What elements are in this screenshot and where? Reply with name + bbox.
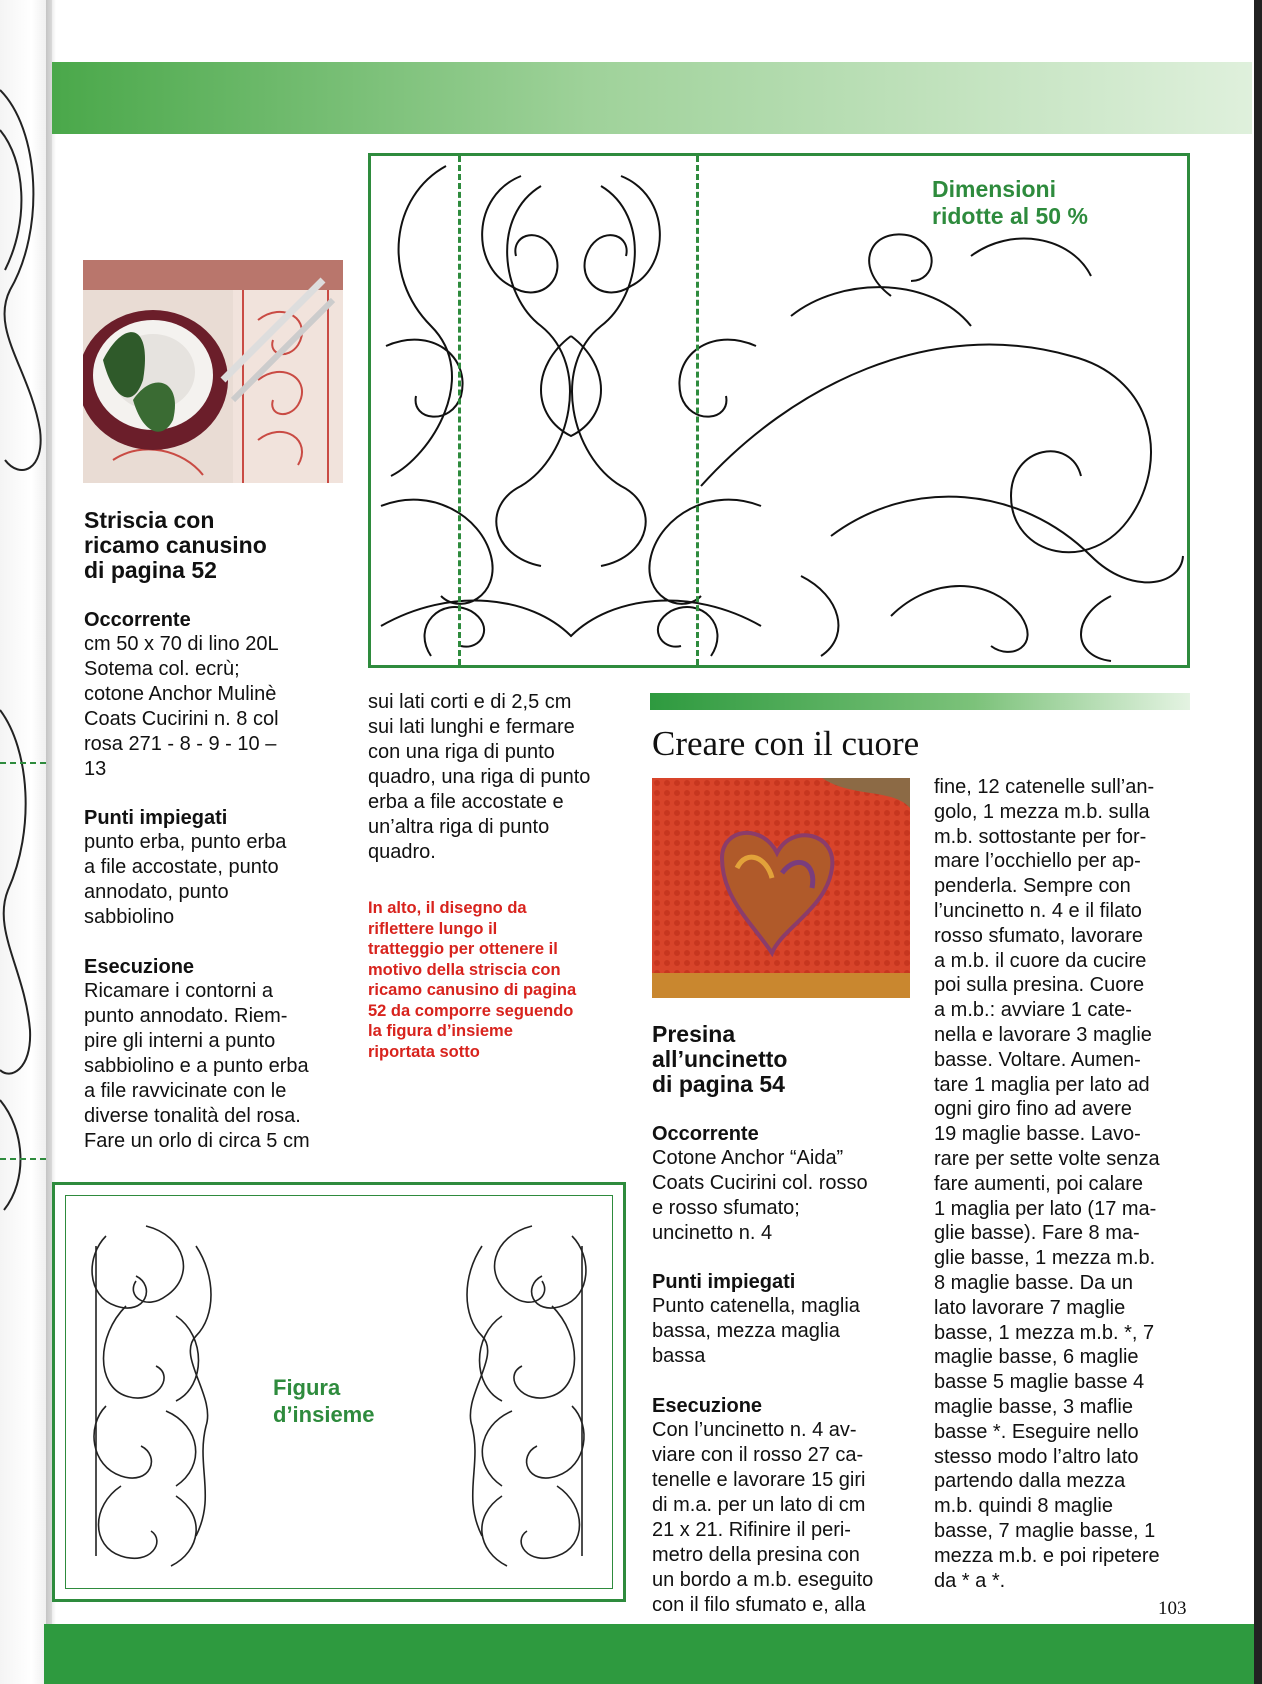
left-page-ornament — [0, 70, 46, 1220]
text-line: annodato, punto — [84, 881, 229, 903]
text-line: viare con il rosso 27 ca- — [652, 1444, 864, 1466]
text-line: basse 5 maglie basse 4 — [934, 1371, 1145, 1394]
text-line: 19 maglie basse. Lavo- — [934, 1123, 1141, 1146]
text-line: basse. Voltare. Aumen- — [934, 1048, 1141, 1071]
mirror-dash-line — [696, 156, 699, 665]
caption-line: In alto, il disegno da — [368, 899, 527, 917]
presina-punti — [652, 1270, 914, 1369]
potholder-photo — [652, 778, 910, 998]
text-line: cm 50 x 70 di lino 20L — [84, 633, 279, 655]
presina-title — [652, 1022, 912, 1097]
text-line: glie basse). Fare 8 ma- — [934, 1222, 1140, 1245]
presina-esecuzione — [652, 1394, 916, 1618]
potholder-illustration — [652, 778, 910, 998]
text-line: fare aumenti, poi calare — [934, 1172, 1144, 1195]
text-line: mezza m.b. e poi ripetere — [934, 1544, 1160, 1567]
text-line: Con l’uncinetto n. 4 av- — [652, 1419, 857, 1441]
text-line: rosso sfumato, lavorare — [934, 924, 1143, 947]
section-heading: Occorrente — [652, 1123, 759, 1145]
text-line: l’uncinetto n. 4 e il filato — [934, 899, 1142, 922]
text-line: sabbiolino — [84, 906, 175, 928]
text-line: golo, 1 mezza m.b. sulla — [934, 800, 1150, 823]
text-line: quadro, una riga di punto — [368, 766, 591, 788]
text-line: Cotone Anchor “Aida” — [652, 1147, 844, 1169]
dimension-note-line: ridotte al 50 % — [932, 203, 1088, 229]
text-line: pire gli interni a punto — [84, 1030, 276, 1052]
presina-occorrente — [652, 1122, 914, 1246]
text-line: sui lati corti e di 2,5 cm — [368, 691, 572, 713]
text-line: Ricamare i contorni a — [84, 980, 273, 1002]
table-runner-photo — [83, 260, 343, 483]
text-line: uncinetto n. 4 — [652, 1222, 773, 1244]
text-line: a m.b. il cuore da cucire — [934, 949, 1147, 972]
caption-line: motivo della striscia con — [368, 960, 561, 979]
text-line: rosa 271 - 8 - 9 - 10 – — [84, 733, 277, 755]
striscia-occorrente — [84, 608, 346, 782]
text-line: un bordo a m.b. eseguito — [652, 1569, 874, 1591]
striscia-title — [84, 508, 344, 583]
figura-label-line: d’insieme — [273, 1402, 375, 1427]
text-line: mare l’occhiello per ap- — [934, 850, 1141, 873]
text-line: punto annodato. Riem- — [84, 1005, 288, 1027]
section-heading: Esecuzione — [84, 956, 195, 978]
text-line: poi sulla presina. Cuore — [934, 974, 1145, 997]
text-line: di m.a. per un lato di cm — [652, 1494, 866, 1516]
text-line: rare per sette volte senza — [934, 1147, 1160, 1170]
text-line: quadro. — [368, 841, 436, 863]
dimension-note-line: Dimensioni — [932, 176, 1056, 202]
text-line: sabbiolino e a punto erba — [84, 1055, 309, 1077]
page-edge — [1254, 0, 1262, 1684]
text-line: cotone Anchor Mulinè — [84, 683, 277, 705]
text-line: 1 maglia per lato (17 ma- — [934, 1197, 1157, 1220]
pattern-drawing-box — [368, 153, 1190, 668]
caption-line: tratteggio per ottenere il — [368, 940, 558, 958]
section-title: Creare con il cuore — [652, 724, 920, 763]
text-line: 21 x 21. Rifinire il peri- — [652, 1519, 851, 1541]
text-line: sui lati lunghi e fermare — [368, 716, 575, 738]
text-line: erba a file accostate e — [368, 791, 564, 813]
text-line: Coats Cucirini col. rosso — [652, 1172, 868, 1194]
section-heading: Esecuzione — [652, 1395, 763, 1417]
caption-line: 52 da comporre seguendo — [368, 1001, 574, 1020]
scroll-pattern-drawing — [371, 156, 1187, 665]
text-line: ogni giro fino ad avere — [934, 1098, 1132, 1121]
table-runner-illustration — [83, 260, 343, 483]
text-line: Sotema col. ecrù; — [84, 658, 240, 680]
text-line: basse *. Eseguire nello — [934, 1420, 1139, 1443]
title-line: di pagina 52 — [84, 557, 217, 583]
text-line: con una riga di punto — [368, 741, 555, 763]
text-line: penderla. Sempre con — [934, 875, 1131, 898]
text-line: a file ravvicinate con le — [84, 1080, 287, 1102]
striscia-continuation — [368, 690, 630, 865]
caption-line: riportata sotto — [368, 1042, 480, 1061]
text-line: lato lavorare 7 maglie — [934, 1296, 1126, 1319]
text-line: tare 1 maglia per lato ad — [934, 1073, 1150, 1096]
text-line: stesso modo l’altro lato — [934, 1445, 1139, 1468]
text-line: un’altra riga di punto — [368, 816, 550, 838]
caption-line: ricamo canusino di pagina — [368, 981, 577, 999]
title-line: Striscia con — [84, 507, 215, 533]
title-line: all’uncinetto — [652, 1046, 788, 1072]
presina-right-column — [934, 775, 1196, 1593]
text-line: metro della presina con — [652, 1544, 860, 1566]
left-dash-line — [0, 1158, 46, 1160]
dimension-note — [932, 176, 1182, 230]
footer-band — [44, 1624, 1262, 1684]
text-line: con il filo sfumato e, alla — [652, 1594, 866, 1616]
figura-label-line: Figura — [273, 1375, 341, 1400]
text-line: diverse tonalità del rosa. — [84, 1105, 301, 1127]
header-band — [52, 62, 1252, 134]
text-line: Fare un orlo di circa 5 cm — [84, 1130, 310, 1152]
striscia-punti — [84, 806, 346, 930]
text-line: da * a *. — [934, 1569, 1006, 1592]
section-heading: Punti impiegati — [84, 807, 228, 829]
text-line: nella e lavorare 3 maglie — [934, 1023, 1152, 1046]
title-line: di pagina 54 — [652, 1071, 785, 1097]
section-divider-bar — [650, 693, 1190, 710]
text-line: fine, 12 catenelle sull’an- — [934, 776, 1155, 798]
caption-line: la figura d’insieme — [368, 1022, 513, 1040]
text-line: 13 — [84, 758, 107, 780]
left-dash-line — [0, 762, 46, 764]
title-line: Presina — [652, 1021, 736, 1047]
text-line: 8 maglie basse. Da un — [934, 1271, 1134, 1294]
text-line: basse, 1 mezza m.b. *, 7 — [934, 1321, 1155, 1344]
text-line: bassa, mezza maglia — [652, 1320, 840, 1342]
section-heading: Occorrente — [84, 609, 191, 631]
figura-label — [273, 1374, 374, 1428]
text-line: glie basse, 1 mezza m.b. — [934, 1247, 1156, 1270]
text-line: partendo dalla mezza — [934, 1470, 1126, 1493]
text-line: e rosso sfumato; — [652, 1197, 800, 1219]
text-line: m.b. quindi 8 maglie — [934, 1495, 1113, 1518]
text-line: Punto catenella, maglia — [652, 1295, 860, 1317]
text-line: a file accostate, punto — [84, 856, 279, 878]
text-line: basse, 7 maglie basse, 1 — [934, 1519, 1156, 1542]
text-line: maglie basse, 6 maglie — [934, 1346, 1139, 1369]
text-line: tenelle e lavorare 15 giri — [652, 1469, 866, 1491]
text-line: maglie basse, 3 maflie — [934, 1395, 1133, 1418]
title-line: ricamo canusino — [84, 532, 267, 558]
text-line: bassa — [652, 1345, 706, 1367]
drawing-caption — [368, 898, 636, 1062]
striscia-esecuzione — [84, 955, 346, 1154]
text-line: Coats Cucirini n. 8 col — [84, 708, 279, 730]
section-heading: Punti impiegati — [652, 1271, 796, 1293]
page-number: 103 — [1158, 1598, 1187, 1619]
text-line: punto erba, punto erba — [84, 831, 287, 853]
mirror-dash-line — [458, 156, 461, 665]
text-line: m.b. sottostante per for- — [934, 825, 1147, 848]
caption-line: riflettere lungo il — [368, 919, 498, 938]
text-line: a m.b.: avviare 1 cate- — [934, 999, 1132, 1022]
